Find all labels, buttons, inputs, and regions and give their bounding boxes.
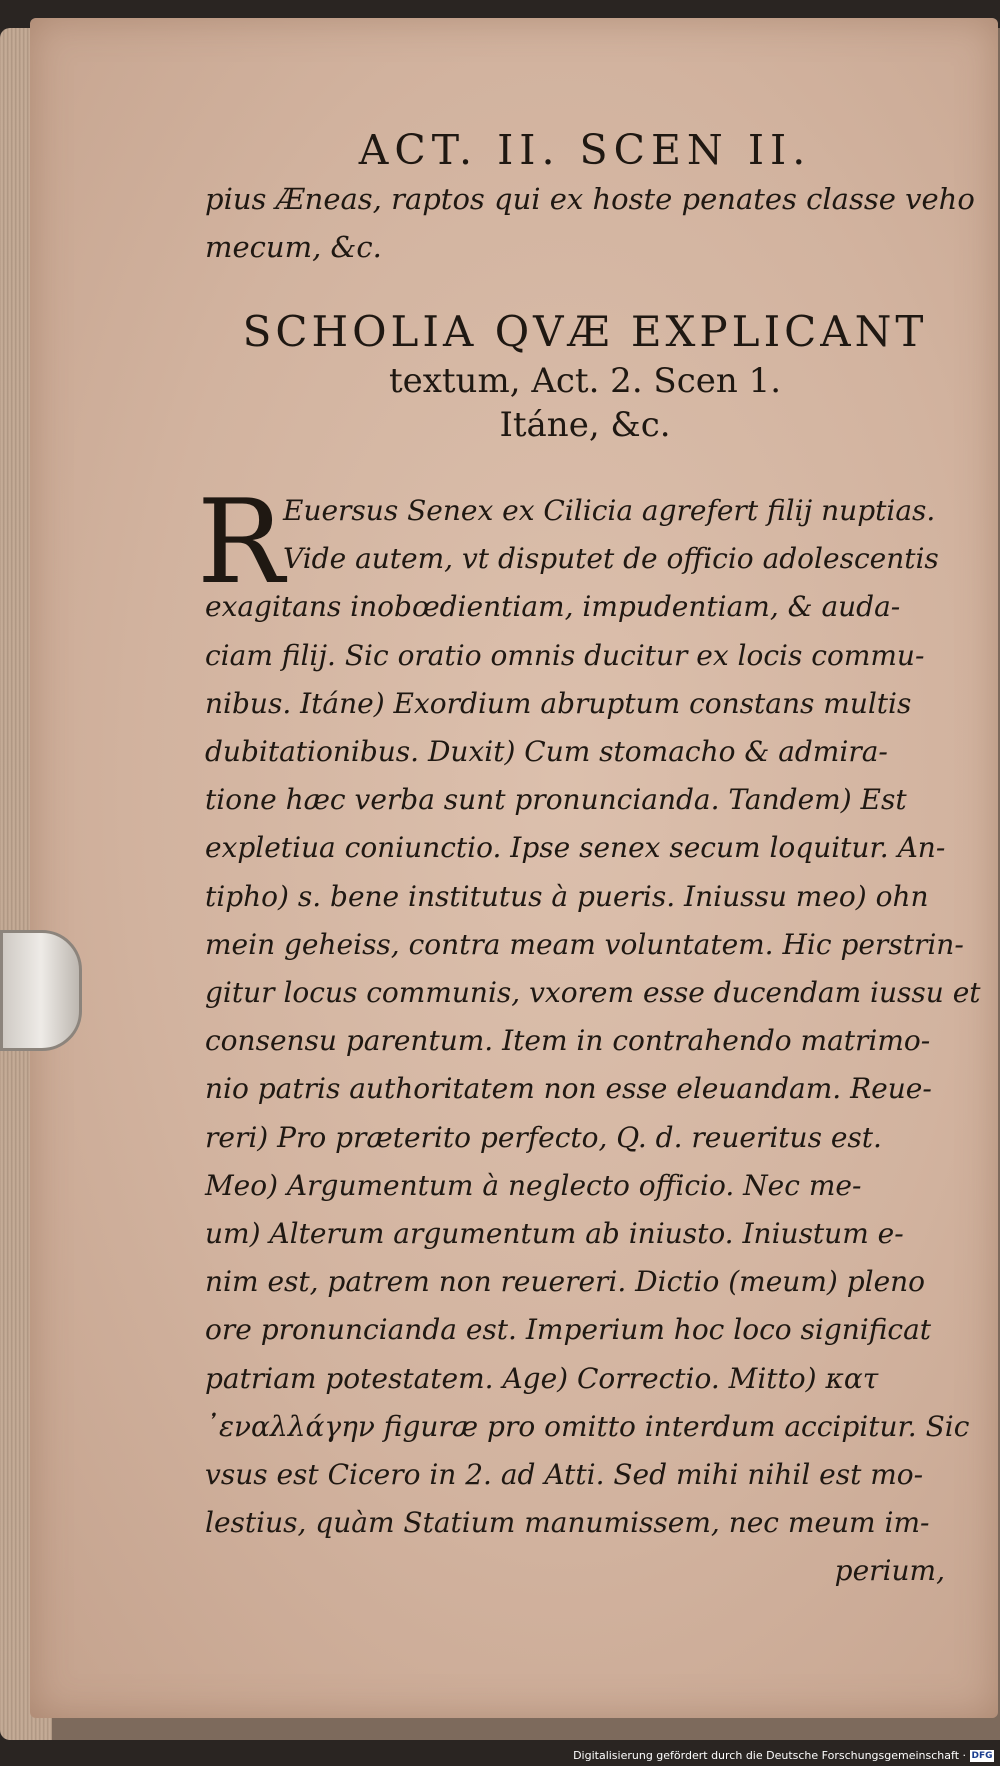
- text-line: nim est, patrem non reuereri. Dictio (meum) pleno: [205, 1265, 926, 1299]
- text-line: vsus est Cicero in 2. ad Atti. Sed mihi nihil est mo-: [205, 1458, 924, 1492]
- text-line: exagitans inobœdientiam, impudentiam, & auda-: [205, 590, 901, 624]
- book-clasp: [0, 930, 82, 1051]
- text-line: nio patris authoritatem non esse eleuandam. Reue-: [205, 1072, 932, 1106]
- body-text: [197, 475, 981, 1595]
- catchword: perium,: [834, 1554, 945, 1588]
- drop-cap: R: [197, 475, 285, 610]
- section-heading: SCHOLIA QVÆ EXPLICANT: [242, 307, 928, 356]
- text-line: ore pronuncianda est. Imperium hoc loco significat: [205, 1313, 932, 1347]
- text-line: Meo) Argumentum à neglecto officio. Nec me-: [205, 1168, 862, 1202]
- section-subheading: Itáne, &c.: [499, 405, 671, 445]
- dfg-logo: DFG: [971, 1750, 993, 1761]
- text-line: um) Alterum argumentum ab iniusto. Iniustum e-: [205, 1217, 904, 1251]
- text-line: mein geheiss, contra meam voluntatem. Hic perstrin-: [205, 927, 964, 961]
- text-line: tione hæc verba sunt pronuncianda. Tandem) Est: [205, 783, 907, 817]
- text-line: nibus. Itáne) Exordium abruptum constans multis: [205, 686, 912, 720]
- opening-line: pius Æneas, raptos qui ex hoste penates classe veho: [205, 182, 975, 216]
- text-line: reri) Pro præterito perfecto, Q. d. reueritus est.: [205, 1120, 882, 1154]
- credit-text: Digitalisierung gefördert durch die Deutsche Forschungsgemeinschaft ·: [573, 1749, 966, 1762]
- running-head: ACT. II. SCEN II.: [358, 126, 812, 174]
- text-line: patriam potestatem. Age) Correctio. Mitto) κατ: [205, 1361, 879, 1395]
- text-line: expletiua coniunctio. Ipse senex secum loquitur. An-: [205, 831, 946, 865]
- text-line: Euersus Senex ex Cilicia agrefert filij nuptias.: [283, 494, 936, 527]
- text-line: consensu parentum. Item in contrahendo matrimo-: [205, 1024, 931, 1058]
- text-line: lestius, quàm Statium manumissem, nec meum im-: [205, 1506, 930, 1540]
- section-subheading: textum, Act. 2. Scen 1.: [388, 361, 782, 401]
- text-line: tipho) s. bene institutus à pueris. Iniussu meo) ohn: [205, 879, 929, 913]
- text-line: gitur locus communis, vxorem esse ducendam iussu et: [205, 976, 981, 1010]
- opening-line: mecum, &c.: [205, 230, 382, 264]
- text-line: ᾿εναλλάγην figuræ pro omitto interdum accipitur. Sic: [205, 1409, 970, 1443]
- page-content: [197, 125, 981, 1595]
- text-line: ciam filij. Sic oratio omnis ducitur ex locis commu-: [205, 638, 925, 672]
- text-line: Vide autem, vt disputet de officio adolescentis: [283, 542, 939, 576]
- digitization-credit: [573, 1749, 994, 1762]
- text-line: dubitationibus. Duxit) Cum stomacho & admira-: [205, 735, 888, 769]
